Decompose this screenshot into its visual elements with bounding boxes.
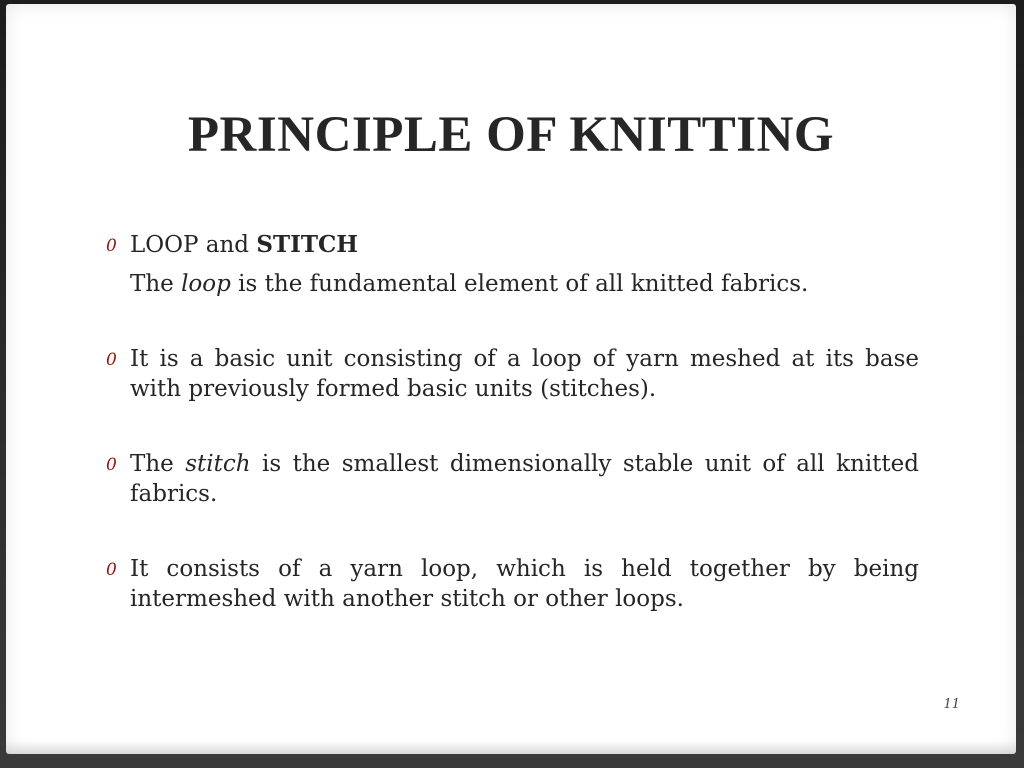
point-3 bbox=[130, 449, 919, 509]
point-1-bold: STITCH bbox=[256, 231, 358, 258]
bullet-marker: 0 bbox=[106, 236, 117, 256]
point-1-sub-after: is the fundamental element of all knitted fabrics. bbox=[230, 271, 809, 297]
point-1-sub-italic: loop bbox=[181, 271, 231, 297]
point-2: It is a basic unit consisting of a loop of yarn meshed at its base with previously formed basic units (stitches). bbox=[130, 346, 919, 402]
point-1 bbox=[130, 230, 919, 260]
slide-shadow bbox=[6, 740, 1016, 754]
point-3-italic: stitch bbox=[185, 451, 251, 477]
bullet-marker: 0 bbox=[106, 455, 117, 475]
bullet-marker: 0 bbox=[106, 350, 117, 370]
point-1-subline bbox=[130, 269, 808, 299]
page-number: 11 bbox=[943, 697, 960, 712]
bullet-marker: 0 bbox=[106, 560, 117, 580]
point-3-after: is the smallest dimensionally stable unit of all knitted fabrics. bbox=[130, 451, 919, 507]
point-3-before: The bbox=[130, 451, 186, 477]
slide-title: PRINCIPLE OF KNITTING bbox=[187, 107, 835, 163]
point-1-sub-before: The bbox=[130, 271, 182, 297]
slide bbox=[6, 4, 1016, 754]
point-4: It consists of a yarn loop, which is held together by being intermeshed with another stitch or other loops. bbox=[130, 556, 919, 612]
point-1-lead: LOOP and bbox=[130, 232, 257, 258]
